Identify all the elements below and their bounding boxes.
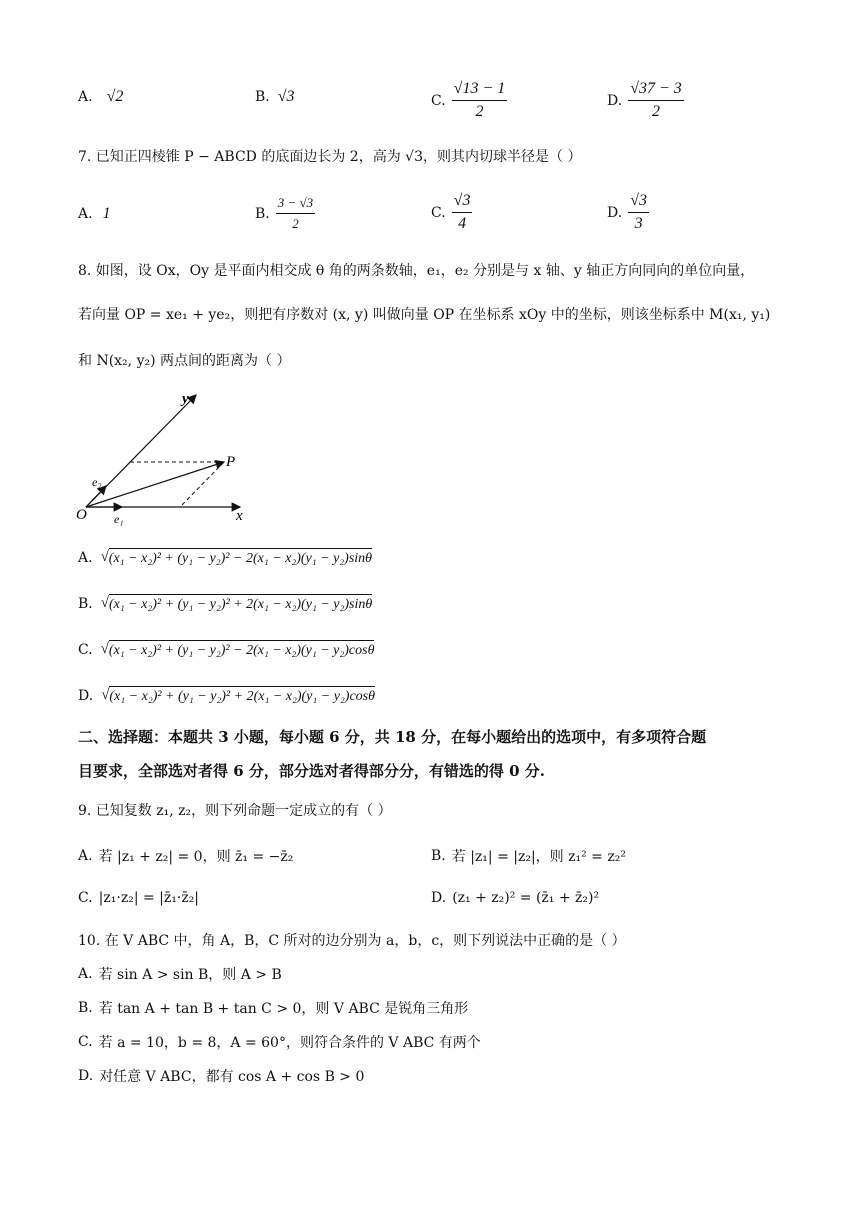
option-value: 1 bbox=[102, 205, 111, 222]
fraction bbox=[628, 80, 684, 121]
option-label: D. bbox=[78, 1068, 94, 1084]
option-text: 若 tan A + tan B + tan C > 0，则 V ABC 是锐角三角形 bbox=[98, 1001, 469, 1017]
option-label: A. bbox=[78, 848, 93, 864]
q7-option-a[interactable] bbox=[78, 205, 111, 223]
q7-option-b[interactable] bbox=[255, 195, 315, 232]
q10-option-d[interactable] bbox=[78, 1066, 364, 1086]
option-text: 若 a = 10，b = 8，A = 60°，则符合条件的 V ABC 有两个 bbox=[98, 1035, 481, 1051]
e1-label: e₁ bbox=[114, 512, 124, 526]
q8-stem-line2: 若向量 OP = xe₁ + ye₂，则把有序数对 (x, y) 叫做向量 OP 在坐标系 xOy 中的坐标，则该坐标系中 M(x₁, y₁) bbox=[78, 307, 771, 323]
q8-stem-line3: 和 N(x₂, y₂) 两点间的距离为（ ） bbox=[78, 353, 291, 369]
q9-stem: 9. 已知复数 z₁, z₂，则下列命题一定成立的有（ ） bbox=[78, 803, 392, 819]
option-value: √3 bbox=[277, 88, 295, 105]
option-value: √2 bbox=[106, 88, 124, 105]
option-label: A. bbox=[78, 966, 93, 982]
fraction bbox=[628, 192, 649, 233]
option-text: 对任意 V ABC，都有 cos A + cos B > 0 bbox=[99, 1069, 365, 1085]
option-label: A. bbox=[78, 206, 93, 222]
section-heading-line2: 目要求，全部选对者得 6 分，部分选对者得部分分，有错选的得 0 分. bbox=[78, 762, 545, 780]
sqrt-sign: √ bbox=[100, 595, 109, 611]
option-text: (z₁ + z₂)² = (z̄₁ + z̄₂)² bbox=[452, 890, 600, 906]
q9-option-a[interactable] bbox=[78, 846, 293, 866]
option-label: B. bbox=[78, 595, 93, 612]
denominator: 4 bbox=[458, 215, 467, 232]
option-label: C. bbox=[78, 1034, 93, 1050]
option-label: C. bbox=[431, 92, 446, 109]
q10-option-c[interactable] bbox=[78, 1032, 481, 1052]
q10-stem: 10. 在 V ABC 中，角 A，B，C 所对的边分别为 a，b，c，则下列说法中正确的是（ ） bbox=[78, 933, 626, 949]
denominator: 3 bbox=[634, 215, 643, 232]
option-text: 若 sin A > sin B，则 A > B bbox=[98, 967, 282, 983]
option-label: B. bbox=[255, 205, 270, 222]
vector-op bbox=[86, 462, 224, 507]
option-label: B. bbox=[431, 848, 446, 864]
option-label: D. bbox=[431, 890, 447, 906]
option-text: 若 |z₁ + z₂| = 0，则 z̄₁ = −z̄₂ bbox=[98, 849, 294, 865]
numerator: √13 − 1 bbox=[452, 80, 508, 101]
q8-figure bbox=[70, 385, 270, 530]
option-expression: (x₁ − x₂)² + (y₁ − y₂)² + 2(x₁ − x₂)(y₁ − y₂)cosθ bbox=[109, 686, 375, 705]
y-axis-label: y bbox=[182, 391, 189, 407]
numerator: √3 bbox=[452, 192, 473, 213]
q10-option-a[interactable] bbox=[78, 964, 282, 984]
q8-option-d[interactable] bbox=[78, 686, 375, 705]
option-label: C. bbox=[431, 204, 446, 221]
q6-option-b[interactable] bbox=[255, 88, 295, 106]
denominator: 2 bbox=[475, 103, 484, 120]
x-axis-label: x bbox=[236, 508, 243, 524]
option-expression: (x₁ − x₂)² + (y₁ − y₂)² + 2(x₁ − x₂)(y₁ − y₂)sinθ bbox=[109, 594, 372, 613]
sqrt-sign: √ bbox=[100, 641, 109, 657]
q7-option-c[interactable] bbox=[431, 192, 472, 233]
q9-option-b[interactable] bbox=[431, 846, 626, 866]
q7-option-d[interactable] bbox=[607, 192, 649, 233]
fraction bbox=[276, 195, 315, 232]
q10-option-b[interactable] bbox=[78, 998, 468, 1018]
origin-label: O bbox=[76, 507, 87, 523]
option-label: D. bbox=[78, 687, 94, 704]
option-label: A. bbox=[78, 549, 93, 566]
option-expression: (x₁ − x₂)² + (y₁ − y₂)² − 2(x₁ − x₂)(y₁ − y₂)cosθ bbox=[109, 640, 375, 659]
q8-option-b[interactable] bbox=[78, 594, 372, 613]
q9-option-d[interactable] bbox=[431, 890, 599, 906]
option-label: B. bbox=[255, 89, 270, 105]
sqrt-sign: √ bbox=[101, 687, 110, 703]
option-label: C. bbox=[78, 890, 93, 906]
option-label: C. bbox=[78, 641, 93, 658]
option-label: D. bbox=[607, 92, 623, 109]
q8-option-a[interactable] bbox=[78, 548, 372, 567]
q7-stem: 7. 已知正四棱锥 P − ABCD 的底面边长为 2，高为 √3，则其内切球半径是（ ） bbox=[78, 149, 582, 165]
option-label: B. bbox=[78, 1000, 93, 1016]
fraction bbox=[452, 192, 473, 233]
fraction bbox=[452, 80, 508, 121]
numerator: 3 − √3 bbox=[276, 195, 315, 214]
section-heading-line1: 二、选择题：本题共 3 小题，每小题 6 分，共 18 分，在每小题给出的选项中，有多项符合题 bbox=[78, 728, 707, 746]
numerator: √37 − 3 bbox=[628, 80, 684, 101]
q9-option-c[interactable] bbox=[78, 890, 199, 906]
q8-stem-line1: 8. 如图，设 Ox，Oy 是平面内相交成 θ 角的两条数轴，e₁，e₂ 分别是与 x 轴、y 轴正方向同向的单位向量， bbox=[78, 263, 755, 279]
option-label: D. bbox=[607, 204, 623, 221]
q8-option-c[interactable] bbox=[78, 640, 374, 659]
option-text: 若 |z₁| = |z₂|，则 z₁² = z₂² bbox=[451, 849, 626, 865]
option-expression: (x₁ − x₂)² + (y₁ − y₂)² − 2(x₁ − x₂)(y₁ − y₂)sinθ bbox=[109, 548, 372, 567]
q6-option-a[interactable] bbox=[78, 88, 123, 106]
sqrt-sign: √ bbox=[100, 549, 109, 565]
q6-option-c[interactable] bbox=[431, 80, 507, 121]
option-label: A. bbox=[78, 89, 93, 105]
e2-label: e₂ bbox=[92, 475, 102, 489]
option-text: |z₁·z₂| = |z̄₁·z̄₂| bbox=[98, 890, 200, 906]
q6-option-d[interactable] bbox=[607, 80, 684, 121]
denominator: 2 bbox=[651, 103, 660, 120]
denominator: 2 bbox=[292, 216, 299, 231]
point-p-label: P bbox=[226, 454, 236, 470]
numerator: √3 bbox=[628, 192, 649, 213]
